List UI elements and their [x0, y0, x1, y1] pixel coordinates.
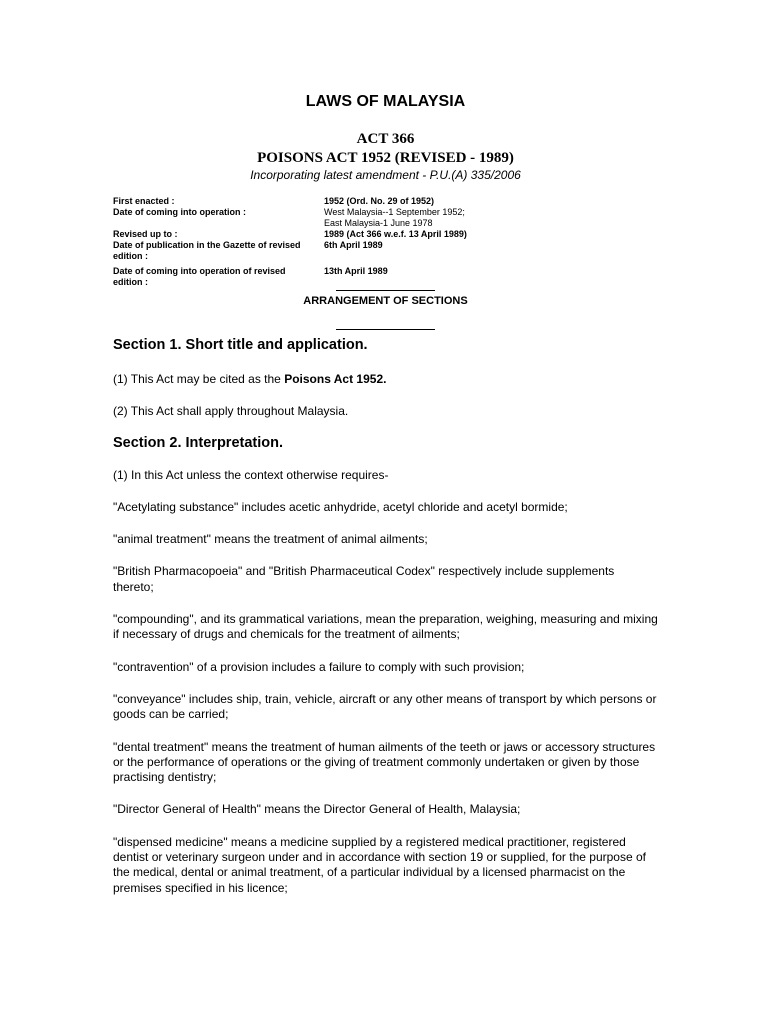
revised-operation-label-line1: Date of coming into operation of revised: [113, 266, 286, 276]
section-2-paragraph: "dispensed medicine" means a medicine supplied by a registered medical practitioner, registered dentist or veterinary surgeon under and in accordance with section 19 or supplied, for the purpose of the medical, dental or animal treatment, of a particular individual by a licensed pharmacist on the premises specified in his licence;: [113, 834, 646, 895]
publication-date-label: [113, 240, 313, 262]
publication-date-row: [113, 240, 658, 262]
arrangement-label: ARRANGEMENT OF SECTIONS: [303, 295, 468, 307]
coming-into-operation-east: East Malaysia-1 June 1978: [324, 218, 433, 228]
document-body: [113, 336, 658, 896]
section-2-paragraph: "British Pharmacopoeia" and "British Pharmaceutical Codex" respectively include supplements thereto;: [113, 564, 615, 594]
first-enacted-label: First enacted :: [113, 196, 175, 206]
section-2-paragraph: "conveyance" includes ship, train, vehicle, aircraft or any other means of transport by which persons or goods can be carried;: [113, 691, 657, 722]
act-number: ACT 366: [356, 131, 415, 147]
first-enacted-value: 1952 (Ord. No. 29 of 1952): [324, 196, 435, 206]
coming-into-operation-row: [113, 207, 658, 229]
arrangement-of-sections: [113, 290, 658, 330]
document-title: LAWS OF MALAYSIA: [305, 93, 466, 110]
revised-up-to-row: [113, 229, 658, 240]
revised-operation-label-line2: edition :: [113, 277, 148, 287]
act-name: POISONS ACT 1952 (REVISED - 1989): [257, 150, 514, 166]
section-1-act-citation: Poisons Act 1952.: [284, 372, 387, 386]
revised-operation-value: 13th April 1989: [324, 266, 388, 276]
first-enacted-row: [113, 196, 658, 207]
coming-into-operation-label: Date of coming into operation :: [113, 207, 246, 217]
arrangement-top-rule: [336, 290, 435, 291]
section-1-heading: Section 1. Short title and application.: [113, 337, 368, 353]
section-2-paragraph: "compounding", and its grammatical variations, mean the preparation, weighing, measuring and mixing if necessary of drugs and chemicals for the treatment of ailments;: [113, 612, 658, 642]
section-2-paragraph: "animal treatment" means the treatment of animal ailments;: [113, 532, 428, 547]
revised-operation-row: [113, 266, 658, 288]
publication-date-label-line1: Date of publication in the Gazette of revised: [113, 240, 301, 250]
section-2-heading: Section 2. Interpretation.: [113, 434, 283, 451]
coming-into-operation-west: West Malaysia--1 September 1952;: [324, 207, 465, 217]
revised-operation-label: [113, 266, 313, 288]
revised-up-to-value: 1989 (Act 366 w.e.f. 13 April 1989): [324, 229, 467, 239]
section-2-paragraph: "dental treatment" means the treatment of human ailments of the teeth or jaws or accessory structures or the performance of operations or the giving of treatment commonly undertaken or given by those practising dentistry;: [113, 739, 656, 785]
section-2-paragraph: "Acetylating substance" includes acetic anhydride, acetyl chloride and acetyl bormide;: [113, 499, 568, 514]
revised-up-to-label: Revised up to :: [113, 229, 178, 239]
section-2-paragraph: "Director General of Health" means the Director General of Health, Malaysia;: [113, 802, 521, 817]
publication-date-label-line2: edition :: [113, 251, 148, 261]
section-1-paragraph-2: (2) This Act shall apply throughout Malaysia.: [113, 404, 349, 419]
arrangement-bottom-rule: [336, 329, 435, 330]
coming-into-operation-value: [324, 207, 524, 229]
publication-date-value: 6th April 1989: [324, 240, 383, 250]
section-2-paragraph: "contravention" of a provision includes a failure to comply with such provision;: [113, 659, 525, 674]
section-1-paragraph-1: [113, 372, 658, 387]
section-2-paragraph: (1) In this Act unless the context otherwise requires-: [113, 467, 389, 482]
amendment-note: Incorporating latest amendment - P.U.(A) 335/2006: [250, 168, 521, 182]
section-1-p1-text: (1) This Act may be cited as the: [113, 372, 285, 386]
act-metadata: [113, 196, 658, 288]
